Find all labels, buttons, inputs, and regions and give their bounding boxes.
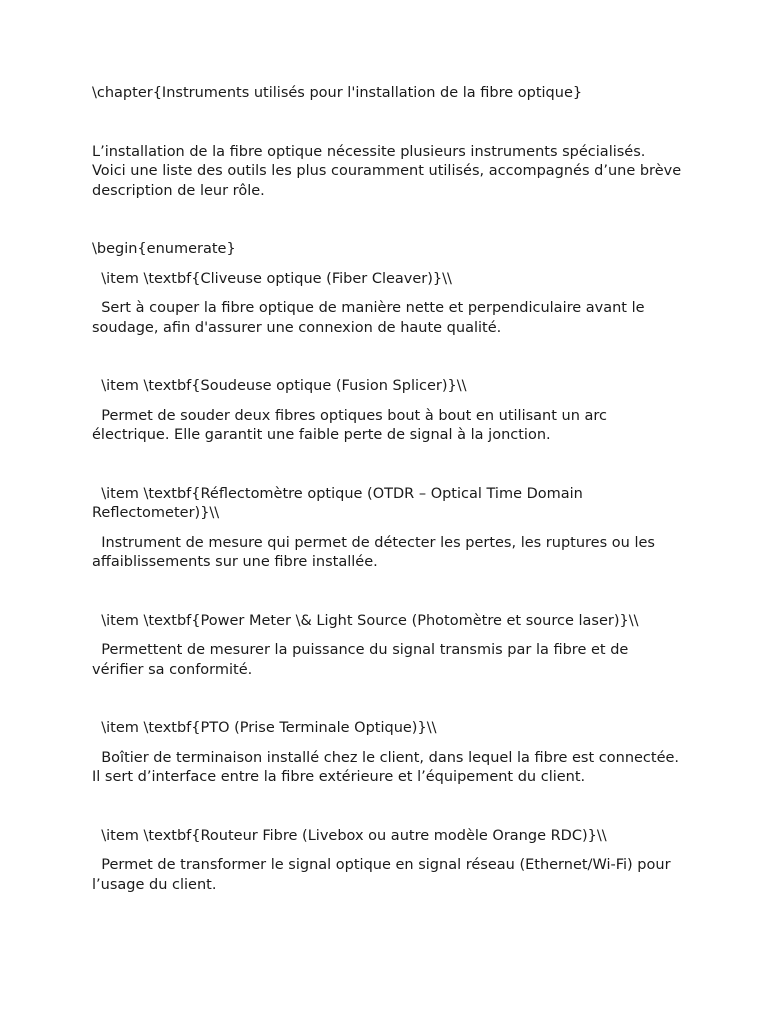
item-heading: \item \textbf{Routeur Fibre (Livebox ou autre modèle Orange RDC)}\\ xyxy=(92,827,607,844)
item-description: Sert à couper la fibre optique de manière nette et perpendiculaire avant le soudage, afin d'assurer une connexion de haute qualité. xyxy=(92,300,650,336)
list-item xyxy=(92,485,682,573)
intro-paragraph: L’installation de la fibre optique nécessite plusieurs instruments spécialisés. Voici une liste des outils les plus couramment utilisés, accompagnés d’une brève description de leur rôle. xyxy=(92,143,686,199)
list-item xyxy=(92,612,682,681)
item-description: Permet de transformer le signal optique en signal réseau (Ethernet/Wi-Fi) pour l’usage du client. xyxy=(92,857,676,893)
begin-enumerate-line: \begin{enumerate} xyxy=(92,241,236,257)
item-description: Instrument de mesure qui permet de détecter les pertes, les ruptures ou les affaiblissements sur une fibre installée. xyxy=(92,534,660,570)
item-description: Permet de souder deux fibres optiques bout à bout en utilisant un arc électrique. Elle garantit une faible perte de signal à la jonction. xyxy=(92,407,612,443)
list-item xyxy=(92,270,682,339)
chapter-line: \chapter{Instruments utilisés pour l'installation de la fibre optique} xyxy=(92,85,583,101)
item-heading: \item \textbf{Cliveuse optique (Fiber Cleaver)}\\ xyxy=(92,270,452,287)
list-item xyxy=(92,377,682,446)
item-heading: \item \textbf{Power Meter \& Light Source (Photomètre et source laser)}\\ xyxy=(92,612,639,629)
list-item xyxy=(92,719,682,788)
item-heading: \item \textbf{PTO (Prise Terminale Optique)}\\ xyxy=(92,720,437,736)
item-heading: \item \textbf{Soudeuse optique (Fusion Splicer)}\\ xyxy=(92,378,467,394)
item-description: Boîtier de terminaison installé chez le client, dans lequel la fibre est connectée. Il sert d’interface entre la fibre extérieure et l’équipement du client. xyxy=(92,749,684,785)
list-item xyxy=(92,827,682,896)
item-description: Permettent de mesurer la puissance du signal transmis par la fibre et de vérifier sa conformité. xyxy=(92,642,633,678)
document-page xyxy=(92,84,686,934)
item-heading: \item \textbf{Réflectomètre optique (OTDR – Optical Time Domain Reflectometer)}\\ xyxy=(92,485,588,521)
